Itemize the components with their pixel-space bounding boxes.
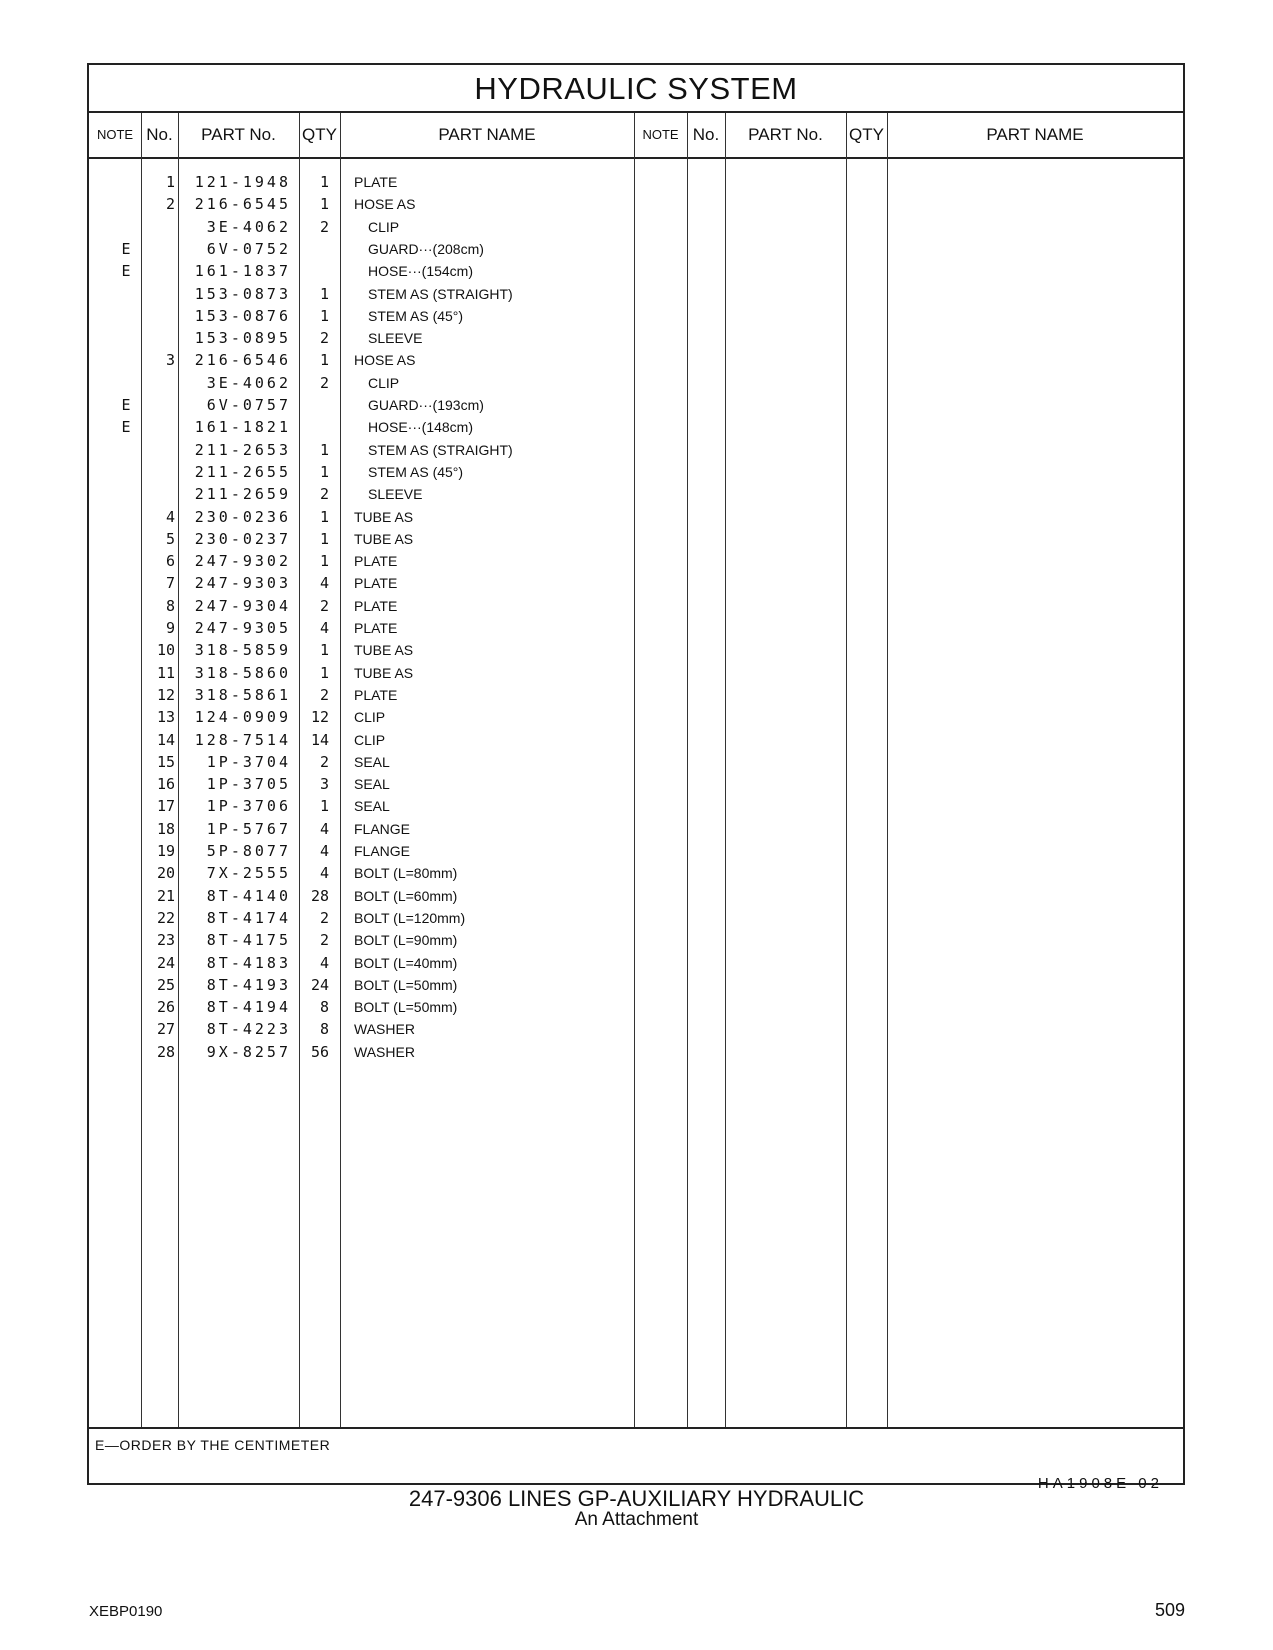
part-number-cell: 211-2653	[194, 440, 291, 459]
quantity-cell: 24	[310, 975, 329, 994]
item-number-cell: 25	[156, 975, 175, 994]
quantity-cell: 1	[319, 195, 329, 214]
part-name-cell: BOLT (L=90mm)	[354, 932, 458, 949]
table-row	[89, 952, 1183, 975]
item-number-cell: 14	[156, 730, 175, 749]
item-number-cell: 3	[165, 351, 175, 370]
item-number-cell: 10	[156, 641, 175, 660]
document-code: XEBP0190	[89, 1603, 163, 1620]
item-number-cell: 13	[156, 708, 175, 727]
quantity-cell: 3	[319, 775, 329, 794]
part-number-cell: 8T-4175	[206, 931, 291, 950]
part-number-cell: 128-7514	[194, 730, 291, 749]
header-note-left: NOTE	[96, 127, 134, 142]
table-row	[89, 193, 1183, 216]
quantity-cell: 1	[319, 173, 329, 191]
quantity-cell: 1	[319, 663, 329, 682]
quantity-cell: 4	[319, 819, 329, 838]
illustration-code: HA1908E 02	[1037, 1475, 1163, 1492]
part-name-cell: FLANGE	[354, 843, 411, 859]
quantity-cell: 14	[310, 730, 329, 749]
header-part-no-right: PART No.	[748, 125, 823, 144]
part-name-cell: CLIP	[354, 731, 386, 748]
part-name-cell: BOLT (L=60mm)	[354, 887, 458, 904]
part-number-cell: 230-0236	[194, 507, 291, 526]
part-name-cell: FLANGE	[354, 820, 411, 837]
table-row	[89, 684, 1183, 707]
part-number-cell: 8T-4223	[206, 1020, 291, 1039]
part-name-cell: SLEEVE	[368, 486, 423, 503]
quantity-cell: 2	[319, 685, 329, 704]
quantity-cell: 4	[319, 864, 329, 883]
part-name-cell: CLIP	[354, 709, 386, 726]
part-name-cell: WASHER	[354, 1043, 415, 1060]
table-row	[89, 416, 1183, 439]
part-name-cell: TUBE AS	[354, 530, 414, 547]
table-row	[89, 238, 1183, 261]
part-number-cell: 1P-5767	[206, 819, 291, 838]
item-number-cell: 11	[156, 663, 175, 682]
part-number-cell: 318-5860	[194, 663, 291, 682]
table-row	[89, 929, 1183, 952]
part-number-cell: 318-5861	[194, 685, 291, 704]
part-number-cell: 121-1948	[194, 173, 291, 191]
quantity-cell: 1	[319, 284, 329, 303]
part-number-cell: 6V-0752	[206, 239, 291, 258]
part-number-cell: 230-0237	[194, 529, 291, 548]
part-name-cell: CLIP	[368, 374, 400, 391]
part-name-cell: TUBE AS	[354, 664, 414, 681]
part-number-cell: 211-2659	[194, 485, 291, 504]
quantity-cell: 2	[319, 485, 329, 504]
part-name-cell: STEM AS (STRAIGHT)	[368, 285, 513, 302]
table-row	[89, 171, 1183, 194]
part-name-cell: HOSE AS	[354, 352, 416, 369]
table-row	[89, 862, 1183, 885]
quantity-cell: 1	[319, 797, 329, 816]
note-cell: E	[121, 239, 131, 258]
part-number-cell: 216-6545	[194, 195, 291, 214]
item-number-cell: 17	[156, 797, 175, 816]
part-name-cell: PLATE	[354, 553, 398, 570]
part-number-cell: 153-0873	[194, 284, 291, 303]
table-row	[89, 818, 1183, 841]
part-number-cell: 8T-4174	[206, 908, 291, 927]
table-row	[89, 729, 1183, 752]
part-name-cell: STEM AS (45°)	[368, 307, 464, 324]
item-number-cell: 28	[156, 1042, 175, 1061]
table-row	[89, 1018, 1183, 1041]
part-name-cell: PLATE	[354, 597, 398, 614]
table-row	[89, 305, 1183, 328]
table-row	[89, 483, 1183, 506]
quantity-cell: 1	[319, 641, 329, 660]
part-number-cell: 3E-4062	[206, 217, 291, 236]
quantity-cell: 1	[319, 462, 329, 481]
part-number-cell: 216-6546	[194, 351, 291, 370]
header-part-no-left: PART No.	[201, 125, 276, 144]
quantity-cell: 4	[319, 574, 329, 593]
item-number-cell: 4	[165, 507, 175, 526]
quantity-cell: 4	[319, 842, 329, 860]
table-row	[89, 550, 1183, 573]
table-row	[89, 260, 1183, 283]
table-row	[89, 840, 1183, 863]
item-number-cell: 18	[156, 819, 175, 838]
header-no-left: No.	[146, 125, 173, 144]
item-number-cell: 26	[156, 998, 175, 1017]
part-number-cell: 247-9305	[194, 619, 291, 637]
part-number-cell: 5P-8077	[206, 842, 291, 860]
item-number-cell: 12	[156, 685, 175, 704]
part-number-cell: 3E-4062	[206, 373, 291, 392]
part-number-cell: 1P-3705	[206, 775, 291, 794]
part-number-cell: 8T-4193	[206, 975, 291, 994]
part-name-cell: SLEEVE	[368, 330, 423, 347]
quantity-cell: 1	[319, 440, 329, 459]
table-row	[89, 617, 1183, 640]
part-name-cell: BOLT (L=50mm)	[354, 976, 458, 993]
table-row	[89, 639, 1183, 662]
part-number-cell: 1P-3704	[206, 752, 291, 771]
quantity-cell: 56	[310, 1042, 329, 1061]
table-row	[89, 595, 1183, 618]
table-row	[89, 283, 1183, 306]
item-number-cell: 1	[165, 173, 175, 191]
part-number-cell: 7X-2555	[206, 864, 291, 883]
part-number-cell: 1P-3706	[206, 797, 291, 816]
table-row	[89, 461, 1183, 484]
part-name-cell: BOLT (L=40mm)	[354, 954, 458, 971]
quantity-cell: 8	[319, 1020, 329, 1039]
quantity-cell: 2	[319, 329, 329, 348]
table-row	[89, 751, 1183, 774]
table-row	[89, 1041, 1183, 1064]
part-name-cell: BOLT (L=80mm)	[354, 865, 458, 882]
item-number-cell: 22	[156, 908, 175, 927]
part-number-cell: 161-1821	[194, 418, 291, 437]
quantity-cell: 2	[319, 752, 329, 771]
part-name-cell: HOSE···(148cm)	[368, 419, 474, 436]
quantity-cell: 12	[310, 708, 329, 727]
part-name-cell: BOLT (L=50mm)	[354, 999, 458, 1016]
item-number-cell: 5	[165, 529, 175, 548]
group-subtitle: An Attachment	[574, 1509, 699, 1530]
footnote: E—ORDER BY THE CENTIMETER	[95, 1437, 331, 1453]
table-row	[89, 349, 1183, 372]
quantity-cell: 1	[319, 552, 329, 571]
item-number-cell: 23	[156, 931, 175, 950]
quantity-cell: 2	[319, 596, 329, 615]
group-title: 247-9306 LINES GP-AUXILIARY HYDRAULIC	[408, 1486, 865, 1511]
quantity-cell: 28	[310, 886, 329, 905]
part-name-cell: PLATE	[354, 620, 398, 636]
part-name-cell: TUBE AS	[354, 508, 414, 525]
item-number-cell: 16	[156, 775, 175, 794]
table-row	[89, 662, 1183, 685]
item-number-cell: 8	[165, 596, 175, 615]
item-number-cell: 15	[156, 752, 175, 771]
footer-divider	[89, 1427, 1183, 1429]
table-row	[89, 974, 1183, 997]
table-row	[89, 996, 1183, 1019]
quantity-cell: 2	[319, 217, 329, 236]
quantity-cell: 1	[319, 529, 329, 548]
table-row	[89, 907, 1183, 930]
part-name-cell: GUARD···(193cm)	[368, 397, 484, 413]
part-name-cell: PLATE	[354, 575, 398, 592]
item-number-cell: 7	[165, 574, 175, 593]
header-qty-left: QTY	[302, 125, 337, 144]
part-number-cell: 124-0909	[194, 708, 291, 727]
quantity-cell: 8	[319, 998, 329, 1017]
part-number-cell: 161-1837	[194, 262, 291, 281]
table-row	[89, 773, 1183, 796]
table-row	[89, 394, 1183, 417]
part-number-cell: 153-0895	[194, 329, 291, 348]
header-qty-right: QTY	[849, 125, 884, 144]
part-name-cell: CLIP	[368, 218, 400, 235]
item-number-cell: 19	[156, 842, 175, 860]
item-number-cell: 2	[165, 195, 175, 214]
part-number-cell: 318-5859	[194, 641, 291, 660]
part-number-cell: 247-9303	[194, 574, 291, 593]
item-number-cell: 27	[156, 1020, 175, 1039]
part-name-cell: HOSE AS	[354, 196, 416, 213]
part-number-cell: 247-9304	[194, 596, 291, 615]
table-row	[89, 572, 1183, 595]
item-number-cell: 21	[156, 886, 175, 905]
part-name-cell: STEM AS (STRAIGHT)	[368, 441, 513, 458]
part-name-cell: SEAL	[354, 798, 390, 815]
part-name-cell: SEAL	[354, 776, 390, 793]
item-number-cell: 9	[165, 619, 175, 637]
table-row	[89, 506, 1183, 529]
note-cell: E	[121, 396, 131, 414]
note-cell: E	[121, 418, 131, 437]
table-row	[89, 706, 1183, 729]
table-row	[89, 795, 1183, 818]
quantity-cell: 2	[319, 373, 329, 392]
page-title: HYDRAULIC SYSTEM	[89, 65, 1183, 113]
item-number-cell: 20	[156, 864, 175, 883]
quantity-cell: 2	[319, 908, 329, 927]
part-name-cell: TUBE AS	[354, 642, 414, 659]
part-name-cell: SEAL	[354, 753, 390, 770]
part-number-cell: 211-2655	[194, 462, 291, 481]
part-name-cell: STEM AS (45°)	[368, 463, 464, 480]
table-header	[89, 113, 1183, 159]
part-number-cell: 9X-8257	[206, 1042, 291, 1061]
item-number-cell: 6	[165, 552, 175, 571]
page-number: 509	[1154, 1600, 1185, 1620]
quantity-cell: 1	[319, 507, 329, 526]
quantity-cell: 2	[319, 931, 329, 950]
part-number-cell: 8T-4140	[206, 886, 291, 905]
table-row	[89, 372, 1183, 395]
table-row	[89, 439, 1183, 462]
note-cell: E	[121, 262, 131, 281]
quantity-cell: 4	[319, 619, 329, 637]
part-number-cell: 8T-4194	[206, 998, 291, 1017]
part-name-cell: PLATE	[354, 686, 398, 703]
item-number-cell: 24	[156, 953, 175, 972]
table-row	[89, 327, 1183, 350]
part-number-cell: 153-0876	[194, 306, 291, 325]
part-name-cell: WASHER	[354, 1021, 415, 1038]
header-part-name-right: PART NAME	[986, 125, 1084, 144]
header-no-right: No.	[692, 125, 720, 144]
header-part-name-left: PART NAME	[438, 125, 536, 144]
part-name-cell: BOLT (L=120mm)	[354, 909, 466, 926]
part-name-cell: PLATE	[354, 174, 398, 190]
quantity-cell: 4	[319, 953, 329, 972]
quantity-cell: 1	[319, 351, 329, 370]
part-number-cell: 8T-4183	[206, 953, 291, 972]
parts-table-frame	[87, 63, 1185, 1492]
table-row	[89, 528, 1183, 551]
quantity-cell: 1	[319, 306, 329, 325]
table-row	[89, 216, 1183, 239]
header-note-right: NOTE	[642, 127, 679, 142]
part-name-cell: HOSE···(154cm)	[368, 263, 474, 280]
part-number-cell: 247-9302	[194, 552, 291, 571]
part-number-cell: 6V-0757	[206, 396, 291, 414]
part-name-cell: GUARD···(208cm)	[368, 240, 484, 257]
table-row	[89, 885, 1183, 908]
